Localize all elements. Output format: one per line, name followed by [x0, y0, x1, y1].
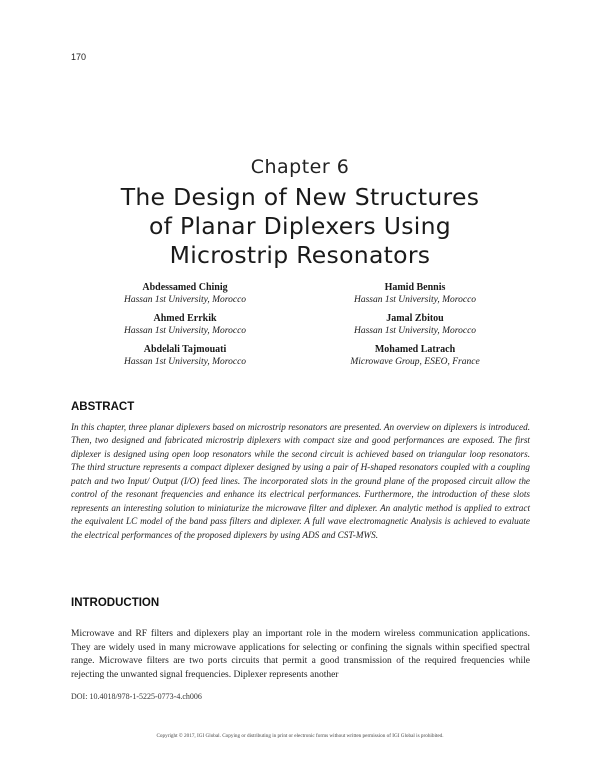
author-block [300, 344, 530, 368]
author-list [70, 282, 530, 368]
author-affiliation: Microwave Group, ESEO, France [350, 357, 480, 367]
author-affiliation: Hassan 1st University, Morocco [353, 326, 477, 336]
author-block [70, 282, 300, 306]
author-name: Abdessamed Chinig [142, 282, 228, 293]
author-affiliation: Hassan 1st University, Morocco [123, 326, 247, 336]
author-name: Hamid Bennis [384, 282, 446, 293]
page-number: 170 [71, 52, 87, 62]
chapter-label: Chapter 6 [250, 156, 350, 178]
title-line: of Planar Diplexers Using [148, 212, 452, 240]
author-name: Mohamed Latrach [374, 344, 456, 355]
author-block [70, 344, 300, 368]
author-affiliation: Hassan 1st University, Morocco [353, 295, 477, 305]
title-line: The Design of New Structures [120, 183, 480, 211]
author-block [300, 313, 530, 337]
abstract-text: In this chapter, three planar diplexers based on microstrip resonators are presented. An overview on diplexers is introduced. Then, two designed and fabricated microstrip diplexers with compact size and good performances are exposed. The first diplexer is designed using open loop resonators while the second circuit is achieved based on triangular loop resonators. The third structure represents a compact diplexer designed by using a pair of H-shaped resonators coupled with a coupling patch and two Input/ Output (I/O) feed lines. The incorporated slots in the ground plane of the proposed circuit allow the control of the resonant frequencies and enhance its electrical performances. Furthermore, the introduction of these slots represents an interesting solution to miniaturize the microwave filter and diplexer. An analytic method is applied to extract the equivalent LC model of the band pass filters and diplexer. A full wave electromagnetic Analysis is achieved to evaluate the electrical performances of the proposed diplexers by using ADS and CST-MWS. [71, 422, 530, 540]
doi-line: DOI: 10.4018/978-1-5225-0773-4.ch006 [71, 692, 202, 701]
author-affiliation: Hassan 1st University, Morocco [123, 357, 247, 367]
author-name: Abdelali Tajmouati [143, 344, 227, 355]
copyright-notice: Copyright © 2017, IGI Global. Copying or distributing in print or electronic forms without written permission of IGI Global is prohibited. [156, 733, 444, 739]
abstract-heading: ABSTRACT [71, 401, 135, 413]
author-name: Ahmed Errkik [153, 313, 217, 324]
author-block [70, 313, 300, 337]
introduction-text: Microwave and RF filters and diplexers play an important role in the modern wireless communication applications. They are widely used in many microwave applications for selecting or confining the signals within specified spectral range. Microwave filters are two ports circuits that permit a good transmission of the required frequencies while rejecting the unwanted signal frequencies. Diplexer represents another [71, 629, 530, 680]
author-affiliation: Hassan 1st University, Morocco [123, 295, 247, 305]
chapter-title [40, 183, 560, 270]
author-name: Jamal Zbitou [386, 313, 444, 324]
author-block [300, 282, 530, 306]
title-line: Microstrip Resonators [169, 241, 431, 269]
introduction-heading: INTRODUCTION [71, 597, 160, 609]
